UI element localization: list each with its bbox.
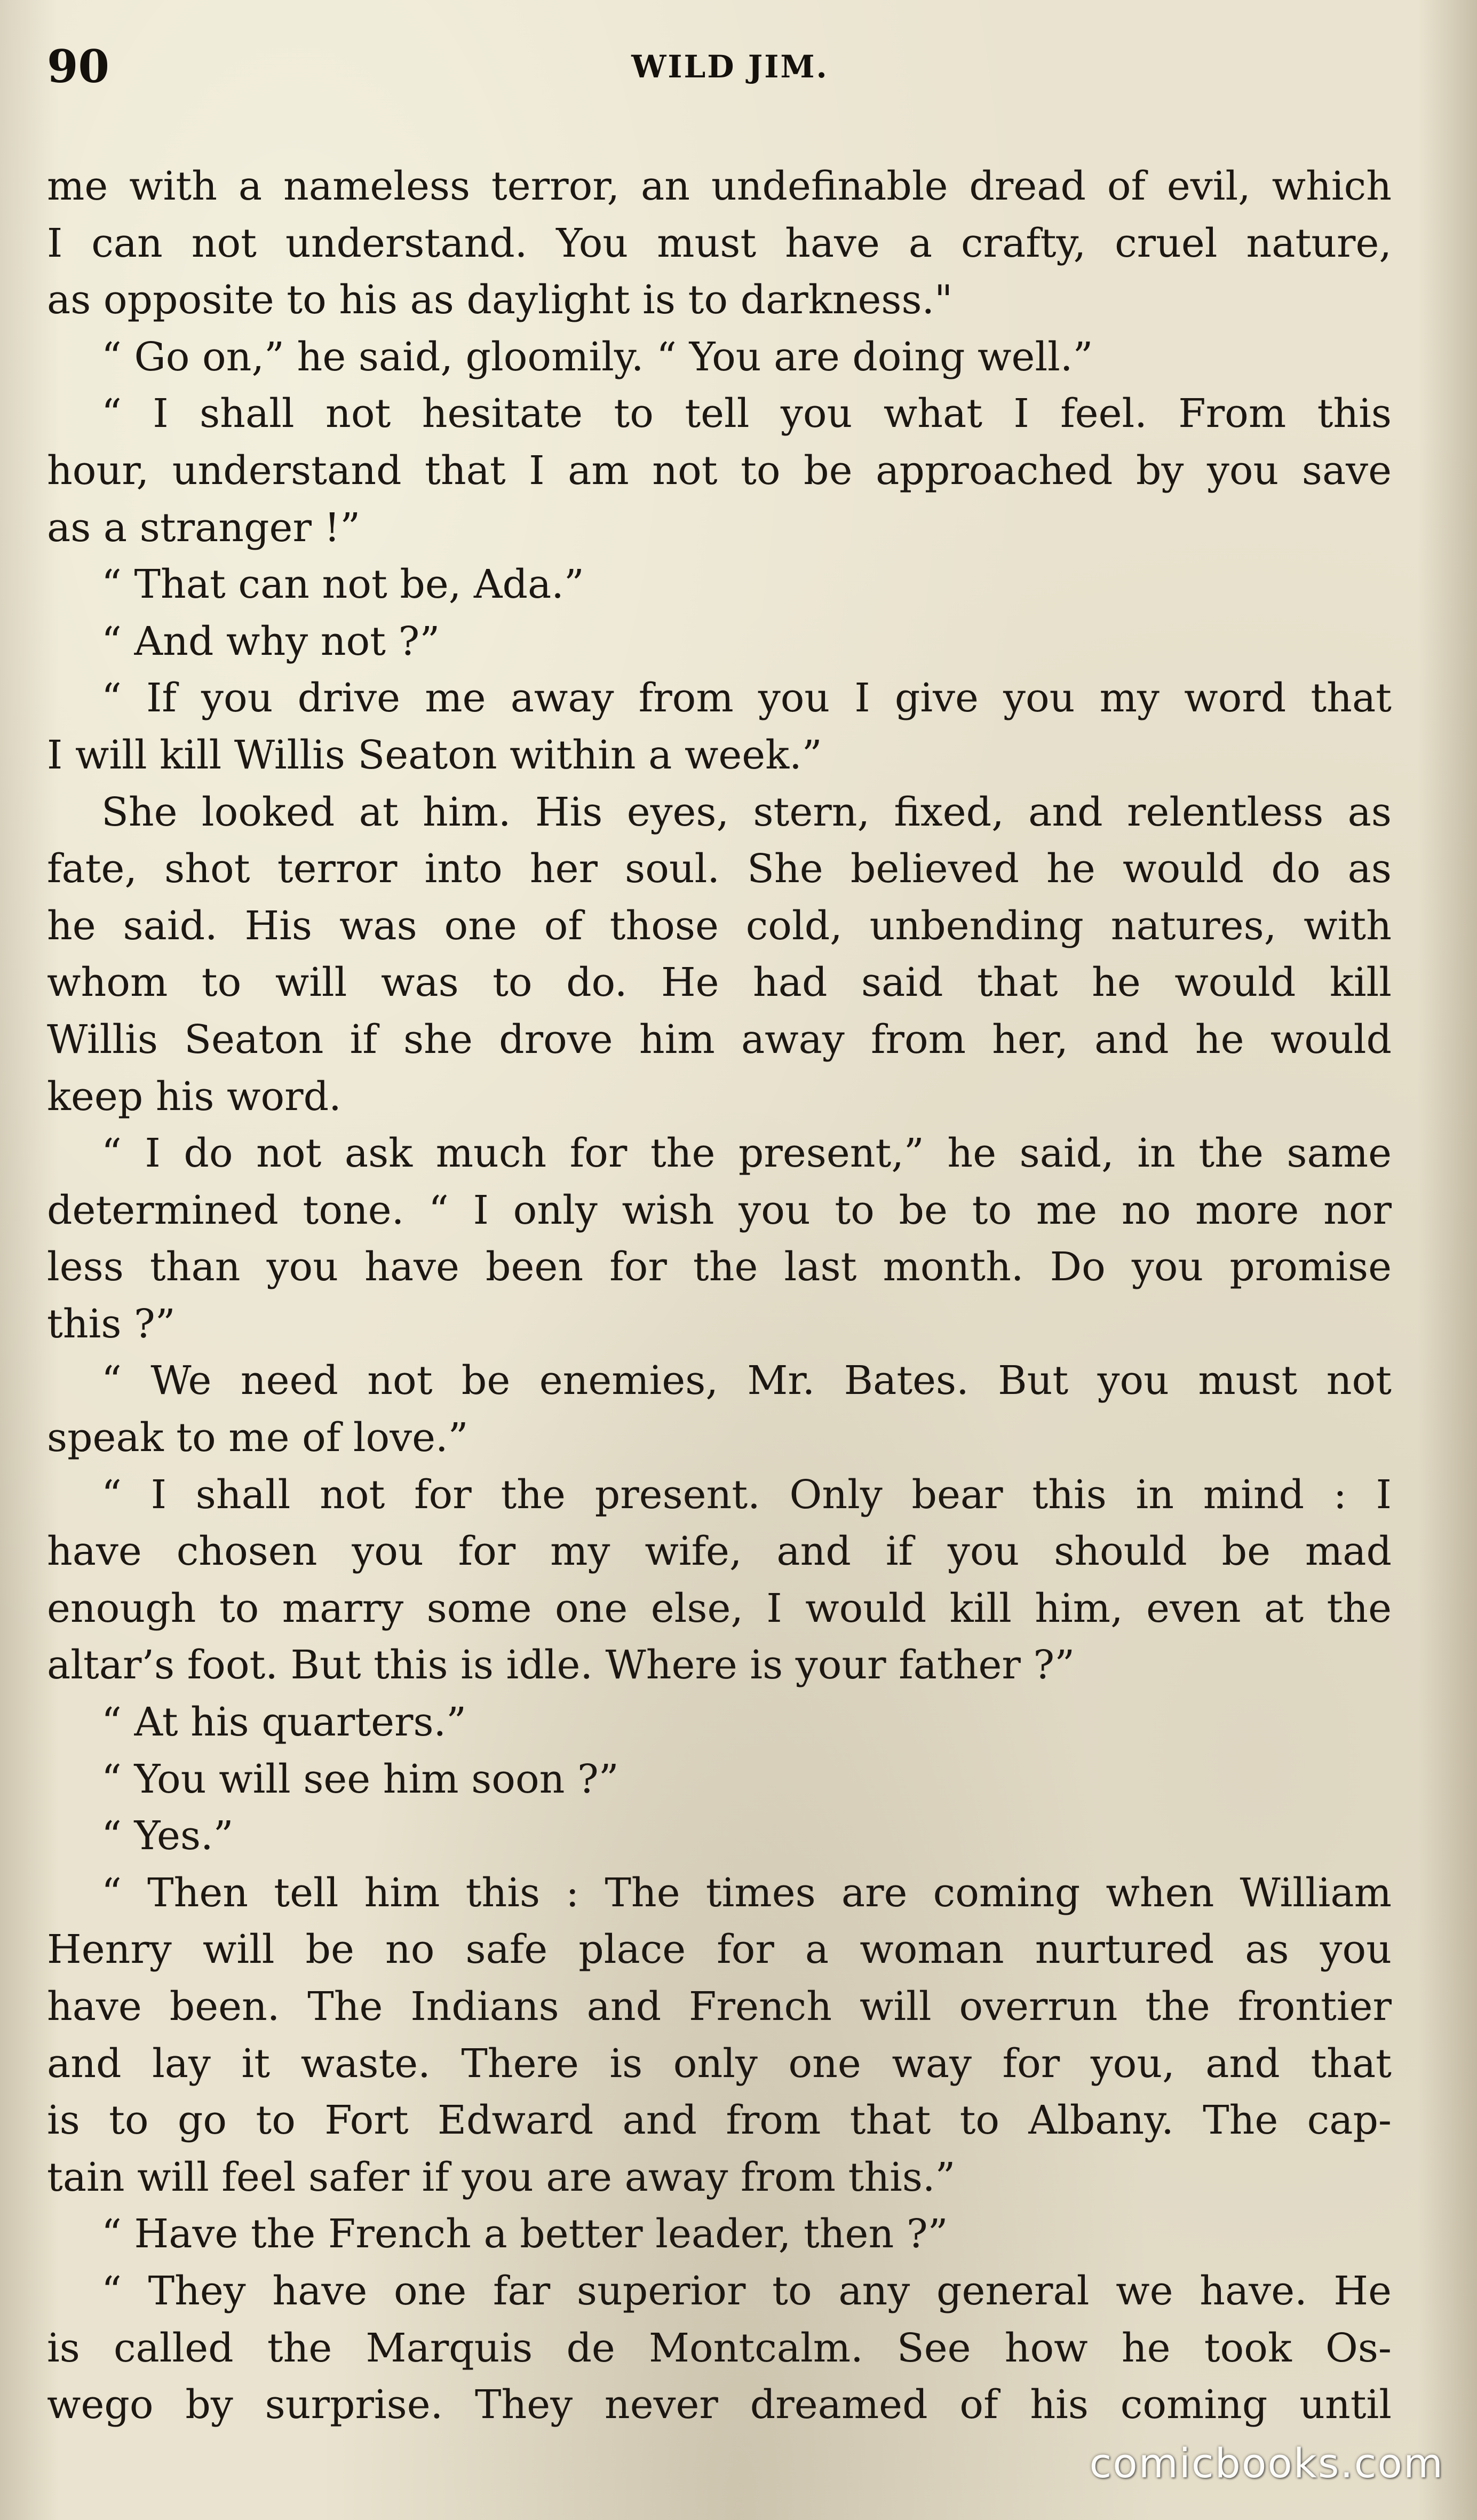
text-line: “ That can not be, Ada.” [101, 561, 584, 608]
text-line: I can not understand. You must have a crafty, cruel nature, [47, 220, 1392, 266]
text-line: speak to me of love.” [47, 1415, 468, 1461]
text-line: “ At his quarters.” [101, 1699, 467, 1746]
running-head: WILD JIM. [631, 49, 829, 85]
text-line: “ Then tell him this : The times are coming when William [101, 1869, 1392, 1916]
text-line: “ I do not ask much for the present,” he said, in the same [101, 1130, 1392, 1177]
text-line: this ?” [47, 1301, 176, 1347]
text-line: me with a nameless terror, an undefinable dread of evil, which [47, 163, 1392, 209]
text-line: hour, understand that I am not to be approached by you save [47, 447, 1392, 494]
text-line: have been. The Indians and French will overrun the frontier [47, 1984, 1392, 2030]
text-line: “ We need not be enemies, Mr. Bates. But you must not [101, 1358, 1392, 1404]
page-number: 90 [47, 40, 109, 93]
text-line: wego by surprise. They never dreamed of his coming until [47, 2382, 1392, 2428]
watermark: comicbooks.com [1089, 2439, 1444, 2487]
text-line: enough to marry some one else, I would kill him, even at the [47, 1585, 1392, 1631]
text-line: She looked at him. His eyes, stern, fixed, and relentless as [101, 789, 1392, 835]
text-line: is called the Marquis de Montcalm. See how he took Os- [47, 2325, 1392, 2371]
text-line: “ I shall not hesitate to tell you what I feel. From this [101, 391, 1392, 437]
body-text [47, 158, 1392, 2434]
text-line: have chosen you for my wife, and if you should be mad [47, 1528, 1392, 1575]
text-line: “ Yes.” [101, 1813, 234, 1859]
text-line: “ You will see him soon ?” [101, 1756, 619, 1802]
text-line: as opposite to his as daylight is to darkness." [47, 277, 953, 323]
text-line: as a stranger !” [47, 504, 361, 551]
text-line: “ Have the French a better leader, then ?” [101, 2211, 948, 2257]
text-line: he said. His was one of those cold, unbending natures, with [47, 902, 1392, 949]
text-line: “ And why not ?” [101, 618, 440, 664]
text-line: Willis Seaton if she drove him away from her, and he would [47, 1016, 1392, 1063]
text-line: whom to will was to do. He had said that he would kill [47, 960, 1392, 1006]
text-line: determined tone. “ I only wish you to be to me no more nor [47, 1187, 1392, 1233]
text-line: altar’s foot. But this is idle. Where is your father ?” [47, 1642, 1075, 1689]
text-line: fate, shot terror into her soul. She believed he would do as [47, 846, 1392, 892]
page-header [47, 37, 1413, 96]
text-line: “ If you drive me away from you I give you my word that [101, 675, 1392, 722]
text-line: “ I shall not for the present. Only bear this in mind : I [101, 1471, 1392, 1518]
text-line: keep his word. [47, 1073, 342, 1120]
text-line: “ They have one far superior to any general we have. He [101, 2268, 1392, 2314]
text-line: less than you have been for the last month. Do you promise [47, 1244, 1392, 1290]
text-line: is to go to Fort Edward and from that to Albany. The cap- [47, 2097, 1392, 2144]
text-line: Henry will be no safe place for a woman nurtured as you [47, 1927, 1392, 1973]
text-line: “ Go on,” he said, gloomily. “ You are doing well.” [101, 334, 1093, 380]
text-line: I will kill Willis Seaton within a week.” [47, 732, 822, 778]
text-line: and lay it waste. There is only one way for you, and that [47, 2040, 1392, 2087]
text-line: tain will feel safer if you are away from this.” [47, 2154, 956, 2200]
